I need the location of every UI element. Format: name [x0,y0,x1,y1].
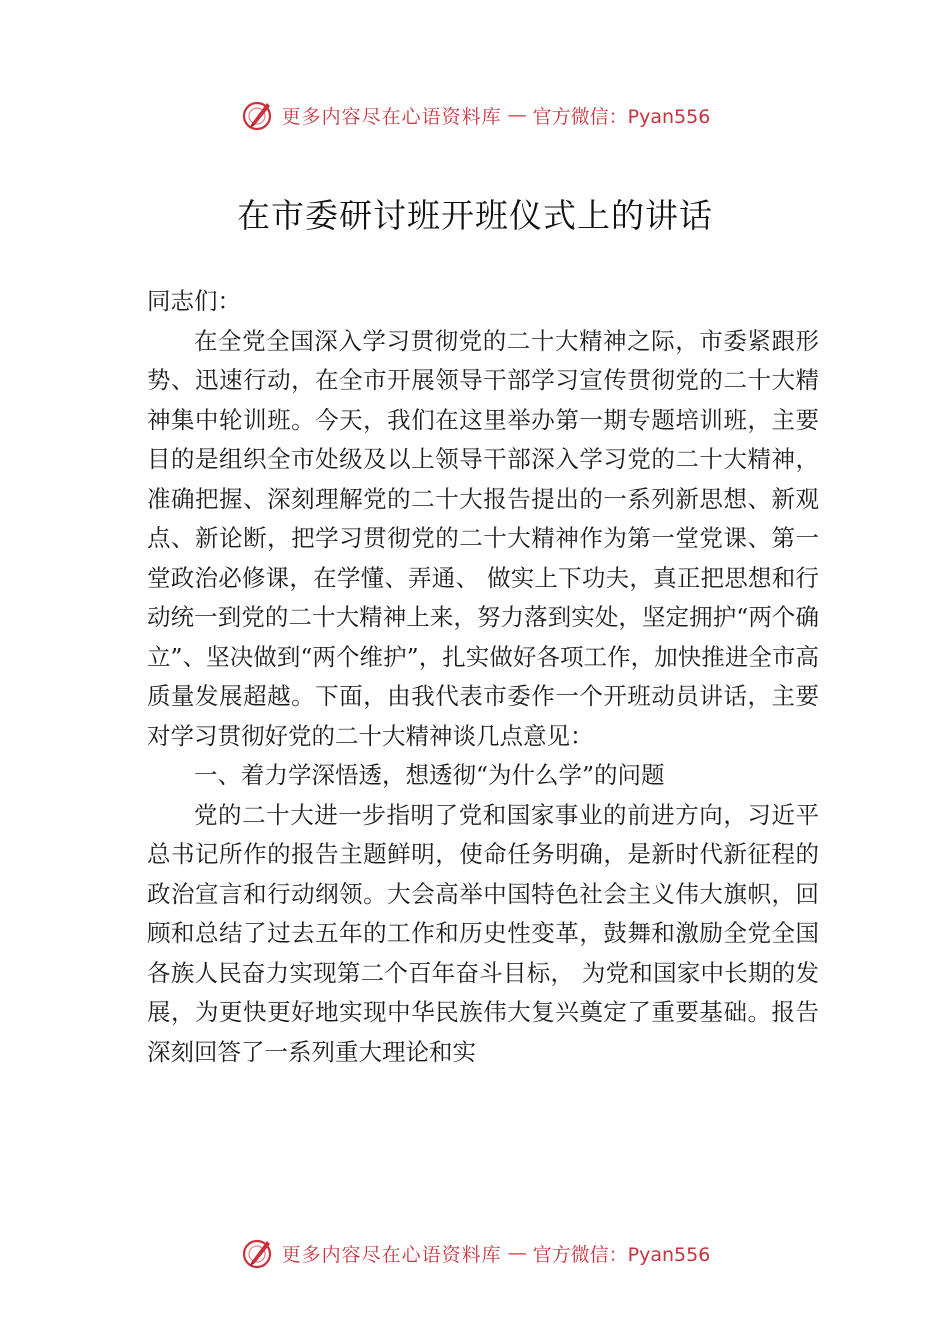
banner-separator: — [507,104,527,126]
banner-text: 更多内容尽在心语资料库 [281,1243,502,1266]
banner-separator: — [507,1242,527,1264]
footer-watermark-banner [0,1233,950,1273]
document-title: 在市委研讨班开班仪式上的讲话 [237,196,713,235]
document-body [147,282,819,1072]
section-heading: 一、着力学深悟透，想透彻“为什么学”的问题 [194,761,665,789]
banner-text: 更多内容尽在心语资料库 [281,105,502,128]
banner-contact: 官方微信：Pyan556 [532,1243,711,1266]
greeting: 同志们： [147,287,241,315]
pen-nib-logo-icon [240,97,276,133]
header-watermark-banner [0,95,950,135]
paragraph: 在全党全国深入学习贯彻党的二十大精神之际，市委紧跟形势、迅速行动，在全市开展领导干部学习宣传贯彻党的二十大精神集中轮训班。今天，我们在这里举办第一期专题培训班，主要目的是组织全市处级及以上领导干部深入学习党的二十大精神，准确把握、深刻理解党的二十大报告提出的一系列新思想、新观点、新论断，把学习贯彻党的二十大精神作为第一堂党课、第一堂政治必修课，在学懂、弄通、 做实上下功夫，真正把思想和行动统一到党的二十大精神上来，努力落到实处，坚定拥护“两个确立”、坚决做到“两个维护”，扎实做好各项工作，加快推进全市高质量发展超越。下面，由我代表市委作一个开班动员讲话，主要对学习贯彻好党的二十大精神谈几点意见： [147,326,819,750]
pen-nib-logo-icon [240,1235,276,1271]
banner-contact: 官方微信：Pyan556 [532,105,711,128]
paragraph: 党的二十大进一步指明了党和国家事业的前进方向，习近平总书记所作的报告主题鲜明，使命任务明确，是新时代新征程的政治宣言和行动纲领。大会高举中国特色社会主义伟大旗帜，回顾和总结了过去五年的工作和历史性变革，鼓舞和激励全党全国各族人民奋力实现第二个百年奋斗目标， 为党和国家中长期的发展，为更快更好地实现中华民族伟大复兴奠定了重要基础。报告深刻回答了一系列重大理论和实 [147,800,819,1066]
